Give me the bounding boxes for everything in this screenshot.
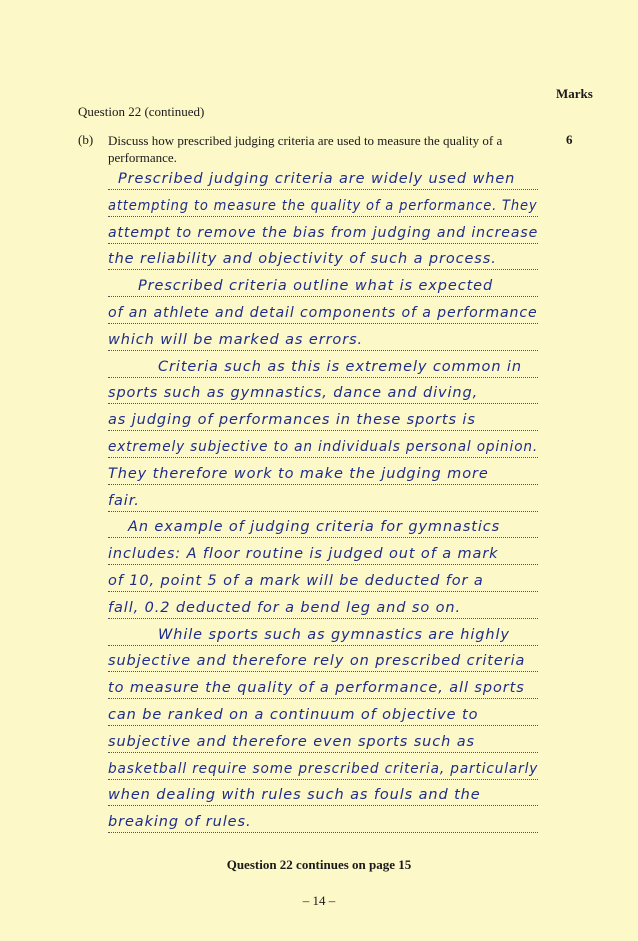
question-marks-value: 6 [566,132,573,147]
handwritten-answer-line: extremely subjective to an individuals personal opinion. [108,439,539,455]
answer-rule-line [108,511,538,512]
answer-rule-line [108,698,538,699]
handwritten-answer-line: They therefore work to make the judging more [108,465,489,482]
answer-rule-line [108,323,538,324]
answer-rule-line [108,645,538,646]
handwritten-answer-line: sports such as gymnastics, dance and diving, [108,385,479,402]
answer-rule-line [108,484,538,485]
handwritten-answer-line: of an athlete and detail components of a performance [108,305,538,321]
handwritten-answer-line: which will be marked as errors. [108,331,364,348]
answer-rule-line [108,752,538,753]
handwritten-answer-line: as judging of performances in these sports is [108,412,476,429]
answer-rule-line [108,805,538,806]
handwritten-answer-line: fair. [108,492,140,509]
handwritten-answer-line: when dealing with rules such as fouls and the [108,787,481,804]
answer-rule-line [108,377,538,378]
answer-rule-line [108,779,538,780]
answer-rule-line [108,430,538,431]
handwritten-answer-line: to measure the quality of a performance, all sports [108,680,525,697]
handwritten-answer-line: the reliability and objectivity of such a process. [108,251,497,268]
continues-note: Question 22 continues on page 15 [226,857,412,872]
handwritten-answer-line: attempt to remove the bias from judging and increase [108,224,539,241]
answer-rule-line [108,216,538,217]
handwritten-answer-line: subjective and therefore rely on prescribed criteria [108,653,526,670]
handwritten-answer-line: basketball require some prescribed criteria, particularly [108,760,539,777]
answer-rule-line [108,243,538,244]
handwritten-answer-line: breaking of rules. [108,814,252,831]
page-number: – 14 – [302,893,336,908]
answer-rule-line [108,591,538,592]
question-prompt: Discuss how prescribed judging criteria are used to measure the quality of a performance. [108,133,503,165]
answer-rule-line [108,537,538,538]
answer-rule-line [108,564,538,565]
handwritten-answer-line: can be ranked on a continuum of objective to [108,707,479,723]
handwritten-answer-line: fall, 0.2 deducted for a bend leg and so on. [108,599,461,616]
answer-rule-line [108,832,538,833]
answer-rule-line [108,403,538,404]
answer-rule-line [108,296,538,297]
handwritten-answer-line: An example of judging criteria for gymnastics [128,519,501,536]
handwritten-answer-line: includes: A floor routine is judged out of a mark [108,546,499,563]
answer-rule-line [108,350,538,351]
answer-rule-line [108,671,538,672]
handwritten-answer-line: attempting to measure the quality of a performance. They [108,197,538,214]
answer-rule-line [108,457,538,458]
answer-rule-line [108,725,538,726]
handwritten-answer-line: Criteria such as this is extremely common in [158,358,522,375]
answer-rule-line [108,189,538,190]
question-title: Question 22 (continued) [78,104,205,119]
handwritten-answer-line: Prescribed criteria outline what is expected [138,278,494,295]
question-part-label: (b) [78,132,94,147]
handwritten-answer-line: subjective and therefore even sports such as [108,733,475,750]
handwritten-answer-line: While sports such as gymnastics are highly [158,626,510,643]
marks-column-header: Marks [556,86,593,101]
answer-rule-line [108,269,538,270]
handwritten-answer-line: Prescribed judging criteria are widely used when [118,171,516,187]
answer-rule-line [108,618,538,619]
handwritten-answer-line: of 10, point 5 of a mark will be deducted for a [108,573,484,589]
